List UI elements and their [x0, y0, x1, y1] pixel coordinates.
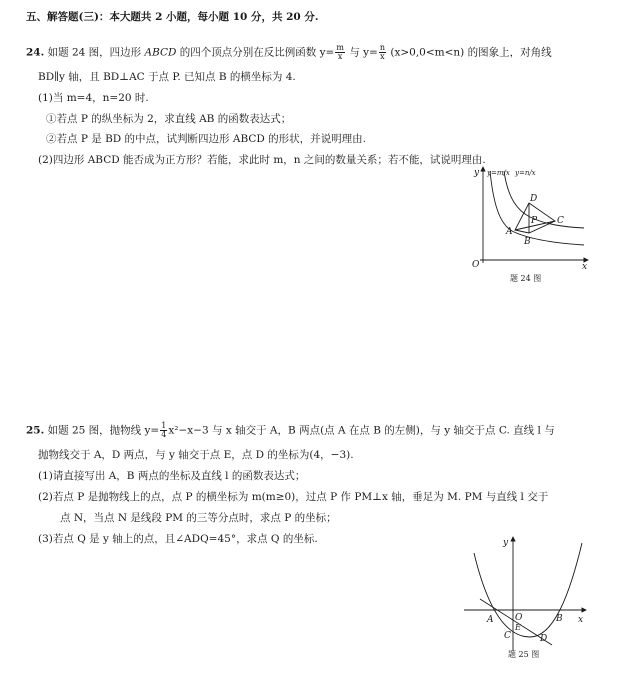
fig24-label-p: P	[531, 216, 538, 226]
fig25-label-a: A	[487, 615, 494, 625]
q24-line-1	[26, 44, 552, 61]
q24-intro-d: (x>0,0<m<n) 的图象上，对角线	[387, 46, 552, 59]
q24-intro-a: 如题 24 图，四边形	[47, 46, 145, 59]
fig24-label-d: D	[530, 194, 538, 204]
q24-f2-den: x	[380, 52, 385, 61]
fig24-label-c: C	[557, 216, 564, 226]
q24-fraction-1	[335, 44, 345, 61]
fig24-label-curve2: y=n/x	[515, 169, 536, 177]
q24-fraction-2	[379, 44, 386, 61]
fig25-label-c: C	[504, 631, 511, 641]
fig24-label-x: x	[582, 262, 588, 272]
fig24-label-b: B	[524, 237, 531, 247]
q25-number: 25.	[26, 424, 45, 437]
q24-f1-den: x	[337, 52, 343, 61]
q24-number: 24.	[26, 46, 45, 59]
fig24-label-a: A	[506, 227, 513, 237]
fig25-label-y: y	[503, 538, 509, 548]
q25-part-1: (1)请直接写出 A，B 两点的坐标及直线 l 的函数表达式；	[38, 470, 306, 482]
q25-line-2: 抛物线交于 A，D 两点，与 y 轴交于点 E，点 D 的坐标为(4，−3).	[38, 449, 354, 461]
fig24-label-y: y	[474, 168, 480, 178]
fig25-caption: 题 25 图	[508, 650, 540, 659]
fig24-curve-n	[504, 171, 584, 228]
figure-25	[458, 533, 592, 661]
q25-coef-num: 1	[161, 421, 167, 430]
fig25-label-o: O	[515, 613, 523, 623]
q24-part-1a: ①若点 P 的纵坐标为 2，求直线 AB 的函数表达式；	[46, 113, 292, 125]
fig24-label-o: O	[472, 260, 480, 270]
q24-intro-c: 与 y=	[345, 46, 378, 59]
q24-f1-num: m	[336, 43, 344, 52]
fig24-caption: 题 24 图	[510, 274, 542, 283]
fig25-label-e: E	[515, 623, 521, 632]
q24-part-1: (1)当 m=4，n=20 时.	[38, 92, 149, 104]
q24-f2-num: n	[379, 43, 386, 52]
q24-intro-b: 的四个顶点分别在反比例函数 y=	[176, 46, 335, 59]
q24-part-1b: ②若点 P 是 BD 的中点，试判断四边形 ABCD 的形状，并说明理由.	[46, 133, 367, 145]
q24-quad: ABCD	[144, 46, 177, 59]
q24-line-2: BD∥y 轴，且 BD⊥AC 于点 P. 已知点 B 的横坐标为 4.	[38, 71, 296, 83]
q25-line1-b: x²−x−3 与 x 轴交于 A，B 两点(点 A 在点 B 的左侧)，与 y 轴交于点 C. 直线 l 与	[168, 424, 555, 437]
q25-line-1	[26, 422, 555, 439]
q25-part-2a: (2)若点 P 是抛物线上的点，点 P 的横坐标为 m(m≥0)，过点 P 作 PM⊥x 轴，垂足为 M. PM 与直线 l 交于	[38, 491, 549, 503]
q25-part-3: (3)若点 Q 是 y 轴上的点，且∠ADQ=45°，求点 Q 的坐标.	[38, 533, 318, 545]
section-header: 五、解答题(三)：本大题共 2 小题，每小题 10 分，共 20 分.	[26, 11, 319, 23]
fig25-label-x: x	[578, 615, 584, 625]
q25-fraction	[160, 422, 167, 439]
fig25-label-d: D	[540, 634, 548, 644]
q25-coef-den: 4	[161, 430, 167, 439]
q24-part-2: (2)四边形 ABCD 能否成为正方形？若能，求此时 m，n 之间的数量关系；若不能，试说明理由.	[38, 154, 486, 166]
fig25-label-b: B	[556, 614, 563, 624]
figure-24	[466, 163, 592, 285]
q25-part-2b: 点 N，当点 N 是线段 PM 的三等分点时，求点 P 的坐标；	[60, 512, 337, 524]
q25-line1-a: 如题 25 图，抛物线 y=	[47, 424, 160, 437]
fig24-label-curve1: y=m/x	[487, 169, 510, 177]
